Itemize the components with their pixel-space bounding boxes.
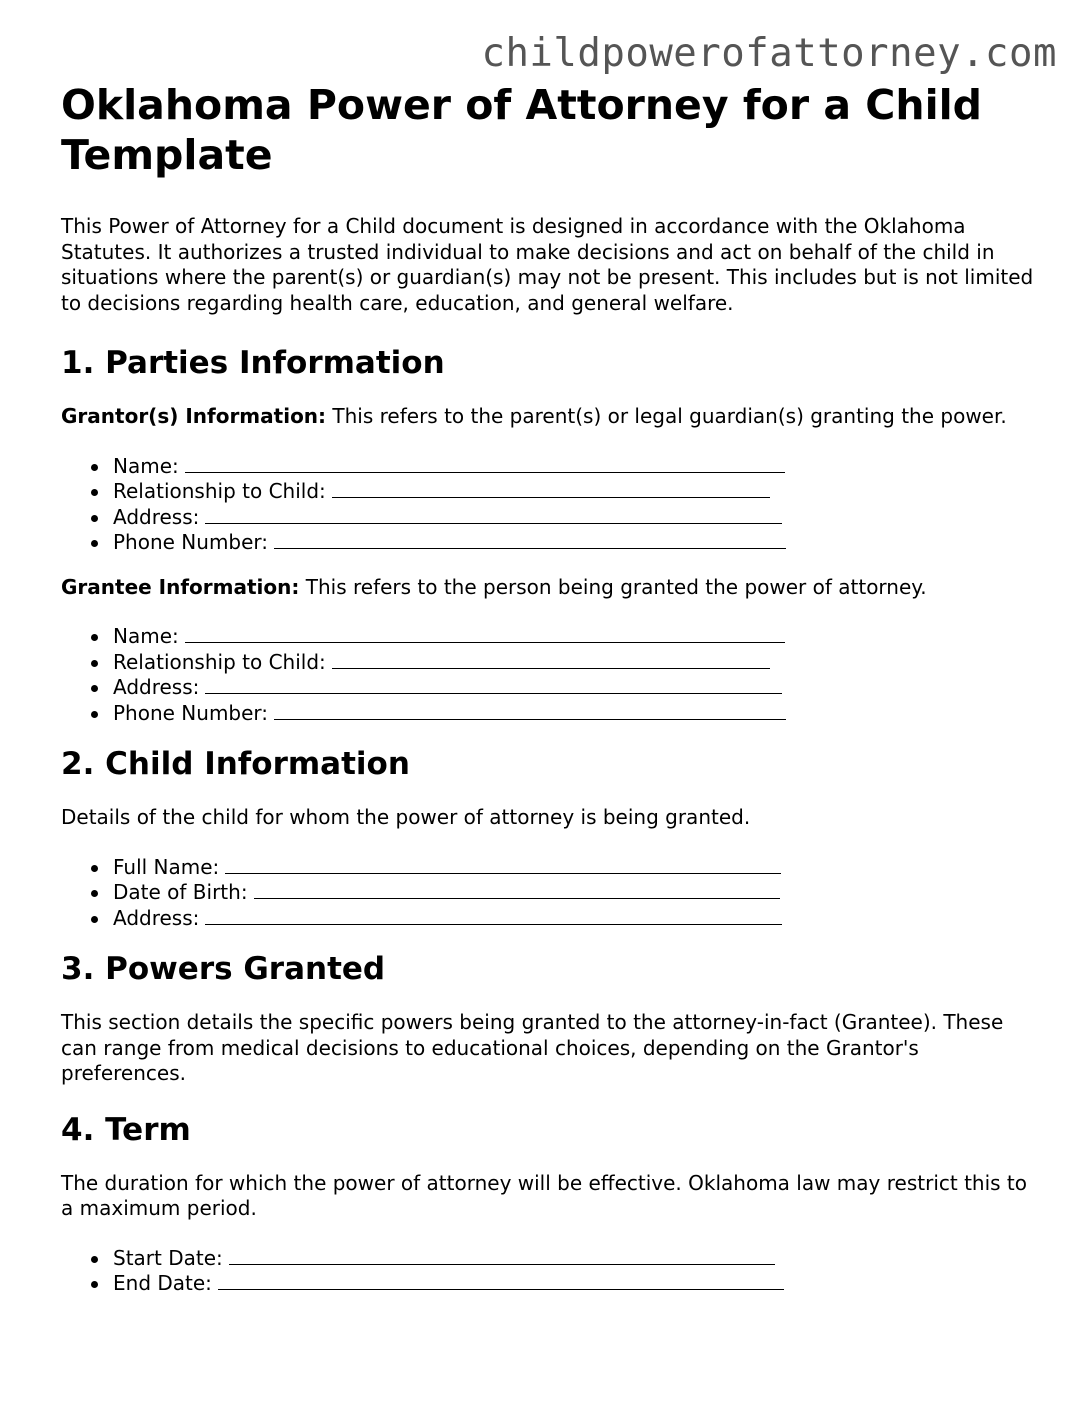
child-fullname-field (61, 855, 1036, 881)
field-label: Relationship to Child: (113, 649, 326, 674)
grantor-field-list (61, 454, 1036, 556)
grantee-address-field (61, 675, 1036, 701)
grantee-label: Grantee Information: (61, 574, 300, 599)
intro-paragraph: This Power of Attorney for a Child document is designed in accordance with the Oklahoma Statutes. It authorizes a trusted individual to make decisions and act on behalf of the child in situations where the parent(s) or guardian(s) may not be present. This includes but is not limited to decisions regarding health care, education, and general welfare. (61, 214, 1034, 315)
blank-line (229, 1246, 775, 1265)
grantor-description (61, 404, 1036, 430)
grantee-field-list (61, 624, 1036, 726)
blank-line (185, 624, 785, 643)
field-label: Name: (113, 453, 179, 478)
blank-line (274, 530, 786, 549)
blank-line (254, 880, 780, 899)
grantee-relationship-field (61, 650, 1036, 676)
term-field-list (61, 1246, 1036, 1297)
field-label: Phone Number: (113, 530, 269, 554)
field-label: Address: (113, 675, 200, 699)
section-heading-parties: 1. Parties Information (61, 345, 445, 381)
child-description: Details of the child for whom the power of attorney is being granted. (61, 805, 751, 829)
document-title: Oklahoma Power of Attorney for a Child Template (61, 81, 983, 179)
blank-line (332, 479, 770, 498)
grantor-label: Grantor(s) Information: (61, 404, 327, 428)
blank-line (225, 855, 781, 874)
child-field-list (61, 855, 1036, 932)
grantor-relationship-field (61, 479, 1036, 505)
field-label: Date of Birth: (113, 880, 248, 904)
grantee-text: This refers to the person being granted the power of attorney. (299, 574, 927, 599)
child-dob-field (61, 880, 1036, 906)
field-label: Address: (113, 504, 200, 529)
watermark: childpowerofattorney.com (481, 31, 1057, 76)
grantee-name-field (61, 624, 1036, 650)
child-address-field (61, 906, 1036, 932)
powers-description: This section details the specific powers being granted to the attorney-in-fact (Grantee). These can range from medical decisions to educational choices, depending on the Grantor's preferences. (61, 1010, 1004, 1085)
blank-line (205, 675, 782, 694)
grantee-description (61, 575, 1036, 601)
section-heading-powers: 3. Powers Granted (61, 951, 386, 987)
term-end-field (61, 1271, 1036, 1297)
blank-line (205, 505, 782, 524)
field-label: End Date: (113, 1271, 212, 1295)
blank-line (185, 454, 785, 473)
section-heading-child: 2. Child Information (61, 746, 410, 782)
section-heading-term: 4. Term (61, 1111, 191, 1148)
grantor-phone-field (61, 530, 1036, 556)
grantor-text: This refers to the parent(s) or legal guardian(s) granting the power. (326, 404, 1007, 428)
grantor-address-field (61, 505, 1036, 531)
grantee-phone-field (61, 701, 1036, 727)
grantor-name-field (61, 454, 1036, 480)
term-start-field (61, 1246, 1036, 1272)
document-body (61, 80, 1036, 1316)
field-label: Relationship to Child: (113, 479, 326, 503)
field-label: Phone Number: (113, 700, 269, 725)
blank-line (332, 650, 770, 669)
blank-line (218, 1271, 784, 1290)
term-description: The duration for which the power of attorney will be effective. Oklahoma law may restrict this to a maximum period. (61, 1170, 1027, 1220)
field-label: Address: (113, 905, 200, 930)
field-label: Full Name: (113, 854, 220, 879)
field-label: Start Date: (113, 1245, 223, 1270)
field-label: Name: (113, 624, 179, 648)
blank-line (205, 906, 782, 925)
blank-line (274, 701, 786, 720)
